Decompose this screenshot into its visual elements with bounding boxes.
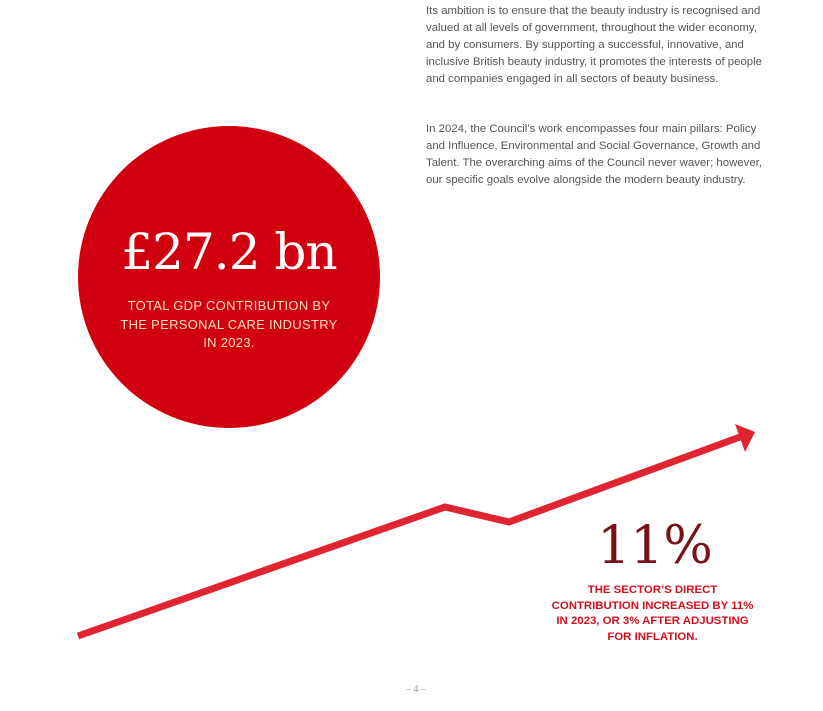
intro-paragraph-ambition: Its ambition is to ensure that the beauty industry is recognised and valued at all levels of government, throughout the wider economy, and by consumers. By supporting a successful, innovative, and inclusive British beauty industry, it promotes the interests of people and companies engaged in all sectors of beauty business. [426,5,762,85]
intro-paragraph-pillars: In 2024, the Council’s work encompasses four main pillars: Policy and Influence, Environmental and Social Governance, Growth and Talent. The overarching aims of the Council never waver; however, our specific goals evolve alongside the modern beauty industry. [426,123,762,186]
page-number: – 4 – [406,684,426,695]
growth-stat-caption: THE SECTOR’S DIRECT CONTRIBUTION INCREASED BY 11% IN 2023, OR 3% AFTER ADJUSTING FOR INFLATION. [551,584,754,643]
growth-stat-value: 11% [597,516,713,576]
gdp-stat-value: £27.2 bn [121,223,337,281]
gdp-stat-caption: TOTAL GDP CONTRIBUTION BY THE PERSONAL CARE INDUSTRY IN 2023. [120,298,338,350]
